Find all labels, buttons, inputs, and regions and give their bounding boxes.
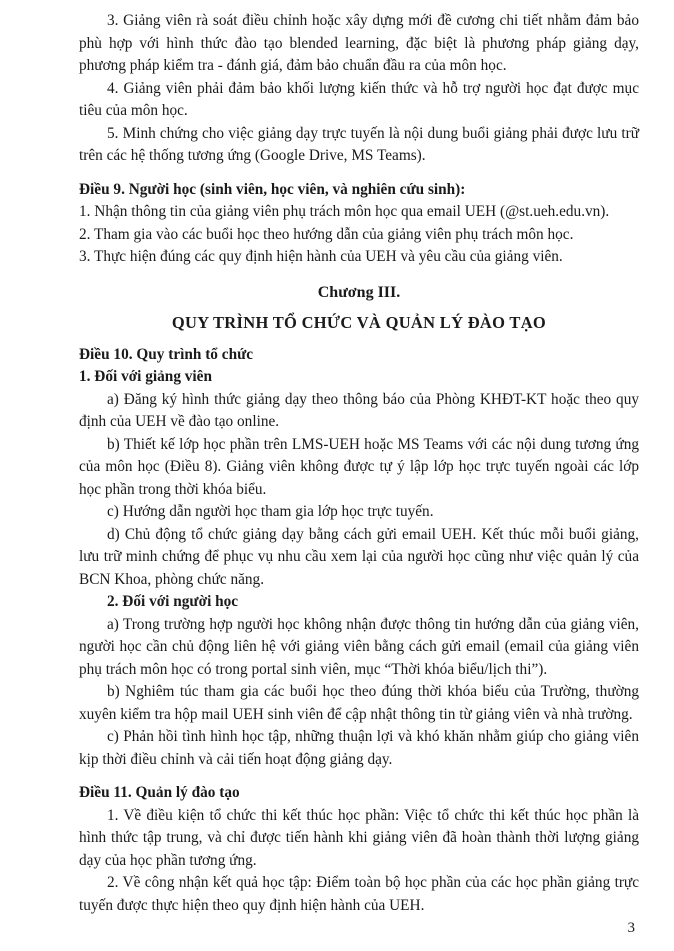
chapter-title: QUY TRÌNH TỔ CHỨC VÀ QUẢN LÝ ĐÀO TẠO <box>171 312 547 332</box>
article10-item-d: d) Chủ động tổ chức giảng dạy bằng cách gửi email UEH. Kết thúc mỗi buổi giảng, lưu trữ minh chứng để phục vụ nhu cầu xem lại của người học cũng như việc quản lý của BCN Khoa, phòng chức năng. <box>79 525 639 588</box>
article10-item-b2: b) Nghiêm túc tham gia các buổi học theo đúng thời khóa biểu của Trường, thường xuyên kiểm tra hộp mail UEH sinh viên để cập nhật thông tin từ giảng viên và nhà trường. <box>79 683 639 723</box>
article10-item-a: a) Đăng ký hình thức giảng dạy theo thông báo của Phòng KHĐT-KT hoặc theo quy định của UEH về đào tạo online. <box>79 390 639 430</box>
article10-item-a2: a) Trong trường hợp người học không nhận được thông tin hướng dẫn của giảng viên, người học cần chủ động liên hệ với giảng viên bằng cách gửi email (email của giảng viên phụ trách môn học có trong portal sinh viên, mục “Thời khóa biểu/lịch thi”). <box>79 615 639 678</box>
article10-item-c: c) Hướng dẫn người học tham gia lớp học trực tuyến. <box>107 503 434 520</box>
article8-item3: 3. Giảng viên rà soát điều chỉnh hoặc xây dựng mới đề cương chi tiết nhằm đảm bảo phù hợp với hình thức đào tạo blended learning, đặc biệt là phương pháp giảng dạy, phương pháp kiểm tra - đánh giá, đảm bảo chuẩn đầu ra của môn học. <box>79 12 639 74</box>
article11-heading: Điều 11. Quản lý đào tạo <box>79 784 240 801</box>
article9-heading: Điều 9. Người học (sinh viên, học viên, và nghiên cứu sinh): <box>79 180 466 198</box>
page-number: 3 <box>627 920 635 936</box>
article10-section1: 1. Đối với giảng viên <box>79 368 212 385</box>
article10-heading: Điều 10. Quy trình tổ chức <box>79 345 254 363</box>
article8-item5: 5. Minh chứng cho việc giảng dạy trực tuyến là nội dung buổi giảng phải được lưu trữ trên các hệ thống tương ứng (Google Drive, MS Teams). <box>79 124 639 164</box>
article10-item-c2: c) Phản hồi tình hình học tập, những thuận lợi và khó khăn nhằm giúp cho giảng viên kịp thời điều chỉnh và cải tiến hoạt động giảng dạy. <box>79 728 639 768</box>
page-content <box>79 10 639 917</box>
article8-item4: 4. Giảng viên phải đảm bảo khối lượng kiến thức và hỗ trợ người học đạt được mục tiêu của môn học. <box>79 79 639 119</box>
article9-item3: 3. Thực hiện đúng các quy định hiện hành của UEH và yêu cầu của giảng viên. <box>79 248 563 265</box>
article11-item2: 2. Về công nhận kết quả học tập: Điểm toàn bộ học phần của các học phần giảng trực tuyến được thực hiện theo quy định hiện hành của UEH. <box>79 874 639 914</box>
article9-item2: 2. Tham gia vào các buổi học theo hướng dẫn của giảng viên phụ trách môn học. <box>79 225 574 243</box>
chapter-number: Chương III. <box>317 283 401 301</box>
article10-section2: 2. Đối với người học <box>107 593 239 610</box>
article11-item1: 1. Về điều kiện tổ chức thi kết thúc học phần: Việc tổ chức thi kết thúc học phần là hình thức tập trung, và chỉ được tiến hành khi giảng viên đã hoàn thành thời lượng giảng dạy của học phần tương ứng. <box>79 806 639 869</box>
article10-item-b: b) Thiết kế lớp học phần trên LMS-UEH hoặc MS Teams với các nội dung tương ứng của môn học (Điều 8). Giảng viên không được tự ý lập lớp học trực tuyến ngoài các lớp học phần trong thời khóa biểu. <box>79 435 639 498</box>
article9-item1: 1. Nhận thông tin của giảng viên phụ trách môn học qua email UEH (@st.ueh.edu.vn). <box>79 203 610 220</box>
